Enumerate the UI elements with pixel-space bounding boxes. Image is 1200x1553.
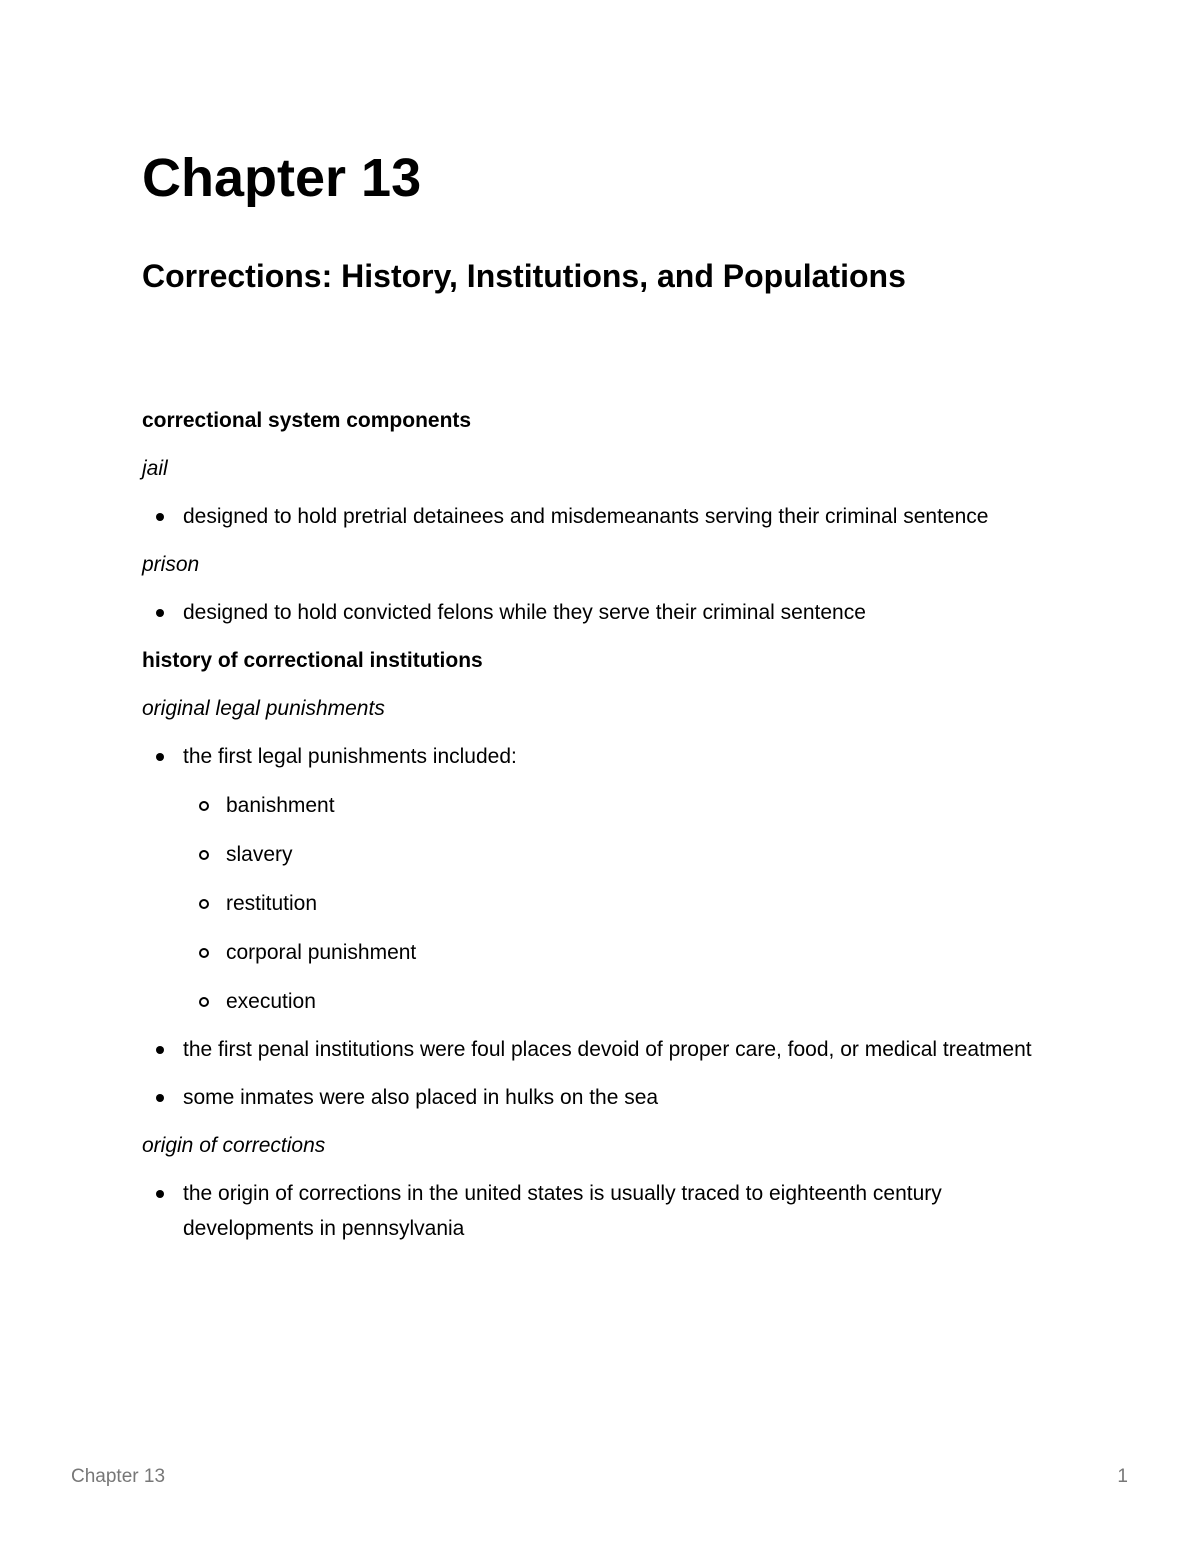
sub-list-item-text: execution — [226, 990, 316, 1013]
footer-page-number: 1 — [1117, 1466, 1128, 1487]
bullet-circle-icon — [199, 899, 209, 909]
bullet-disc-icon — [156, 513, 164, 521]
term-jail: jail — [142, 457, 168, 480]
origin-list — [142, 1176, 1052, 1246]
bullet-circle-icon — [199, 801, 209, 811]
bullet-disc-icon — [156, 1190, 164, 1198]
sub-list-item — [183, 788, 1052, 823]
list-item — [142, 499, 1052, 534]
bullet-disc-icon — [156, 1094, 164, 1102]
page-title: Chapter 13 — [142, 148, 422, 208]
bullet-disc-icon — [156, 609, 164, 617]
sub-list-item — [183, 984, 1052, 1019]
list-item-text: the origin of corrections in the united states is usually traced to eighteenth century developments in pennsylvania — [183, 1182, 942, 1240]
sub-list-item — [183, 886, 1052, 921]
term-original-legal-punishments: original legal punishments — [142, 697, 385, 720]
term-prison: prison — [142, 553, 200, 576]
term-origin-of-corrections: origin of corrections — [142, 1134, 326, 1157]
list-item — [142, 739, 1052, 1019]
list-item-text: designed to hold convicted felons while they serve their criminal sentence — [183, 601, 866, 624]
bullet-disc-icon — [156, 753, 164, 761]
bullet-circle-icon — [199, 997, 209, 1007]
sub-list-item — [183, 935, 1052, 970]
sub-list-item-text: restitution — [226, 892, 318, 915]
prison-list — [142, 595, 1052, 630]
list-item-text: the first penal institutions were foul places devoid of proper care, food, or medical treatment — [183, 1038, 1032, 1061]
sub-list-item-text: banishment — [226, 794, 335, 817]
bullet-circle-icon — [199, 850, 209, 860]
punishment-types-list — [183, 788, 1052, 1019]
list-item — [142, 1176, 1052, 1246]
list-item-text: some inmates were also placed in hulks on the sea — [183, 1086, 659, 1109]
page-subtitle: Corrections: History, Institutions, and Populations — [142, 258, 906, 294]
section-heading-history: history of correctional institutions — [142, 649, 483, 672]
section-heading-components: correctional system components — [142, 409, 472, 432]
list-item — [142, 1032, 1052, 1067]
document-body — [142, 403, 1052, 1259]
jail-list — [142, 499, 1052, 534]
list-item-text: designed to hold pretrial detainees and misdemeanants serving their criminal sentence — [183, 505, 989, 528]
original-punishments-list — [142, 739, 1052, 1115]
list-item-text: the first legal punishments included: — [183, 745, 517, 768]
list-item — [142, 1080, 1052, 1115]
sub-list-item-text: corporal punishment — [226, 941, 417, 964]
bullet-circle-icon — [199, 948, 209, 958]
sub-list-item — [183, 837, 1052, 872]
footer-chapter-label: Chapter 13 — [71, 1466, 166, 1487]
sub-list-item-text: slavery — [226, 843, 293, 866]
list-item — [142, 595, 1052, 630]
bullet-disc-icon — [156, 1046, 164, 1054]
